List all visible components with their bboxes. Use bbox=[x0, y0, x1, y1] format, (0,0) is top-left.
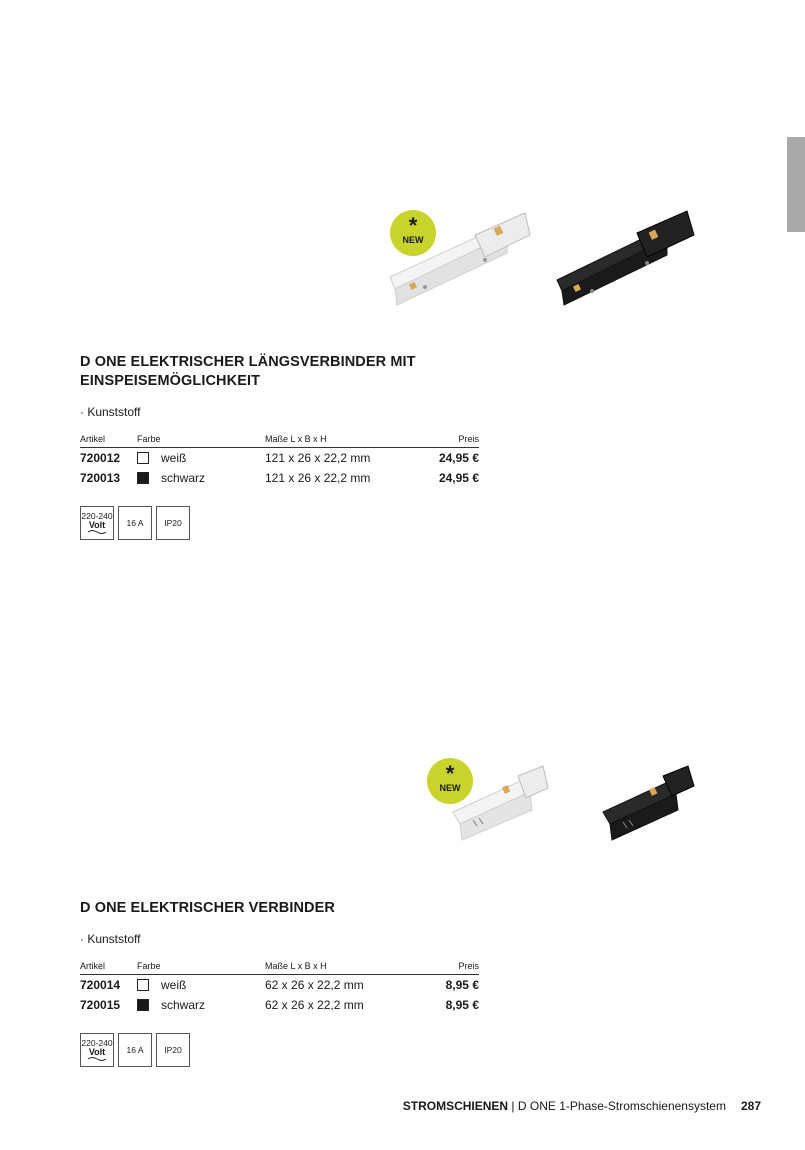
header-dimensions: Maße L x B x H bbox=[265, 961, 415, 975]
color-name: weiß bbox=[161, 451, 187, 465]
color-swatch-black bbox=[137, 999, 149, 1011]
product-feature: · Kunststoff bbox=[80, 932, 141, 946]
ac-wave-icon bbox=[87, 530, 107, 534]
footer-subtitle: D ONE 1-Phase-Stromschienensystem bbox=[517, 1099, 726, 1113]
product-title: D ONE ELEKTRISCHER VERBINDER bbox=[80, 900, 335, 916]
footer-category: STROMSCHIENEN bbox=[402, 1099, 509, 1113]
product-feature: · Kunststoff bbox=[80, 405, 141, 419]
dimensions: 62 x 26 x 22,2 mm bbox=[265, 978, 364, 992]
product-photo-black-long bbox=[552, 205, 702, 315]
color-name: weiß bbox=[161, 978, 187, 992]
product-photo-black-short bbox=[598, 762, 698, 849]
page-number: 287 bbox=[740, 1099, 761, 1113]
header-article: Artikel bbox=[80, 961, 137, 975]
price: 8,95 € bbox=[445, 998, 479, 1012]
price: 24,95 € bbox=[438, 471, 479, 485]
voltage-badge: 220-240 Volt bbox=[80, 1033, 114, 1067]
color-swatch-black bbox=[137, 472, 149, 484]
color-name: schwarz bbox=[161, 998, 206, 1012]
footer-separator: | bbox=[508, 1099, 518, 1113]
product-title: D ONE ELEKTRISCHER LÄNGSVERBINDER MIT EINSPEISEMÖGLICHKEIT bbox=[80, 354, 416, 389]
table-row bbox=[80, 995, 479, 1015]
color-swatch-white bbox=[137, 452, 149, 464]
dimensions: 121 x 26 x 22,2 mm bbox=[265, 451, 371, 465]
header-dimensions: Maße L x B x H bbox=[265, 434, 415, 448]
dimensions: 121 x 26 x 22,2 mm bbox=[265, 471, 371, 485]
product-table bbox=[80, 961, 479, 1015]
header-price: Preis bbox=[415, 434, 479, 448]
product-table bbox=[80, 434, 479, 488]
chapter-tab bbox=[787, 137, 805, 232]
product-block-1 bbox=[80, 353, 480, 540]
page-footer bbox=[403, 1099, 761, 1113]
header-price: Preis bbox=[415, 961, 479, 975]
ip-rating-badge: IP20 bbox=[156, 506, 190, 540]
color-name: schwarz bbox=[161, 471, 206, 485]
spec-badges bbox=[80, 1033, 480, 1067]
color-swatch-white bbox=[137, 979, 149, 991]
article-number: 720015 bbox=[80, 998, 121, 1012]
price: 24,95 € bbox=[438, 451, 479, 465]
header-article: Artikel bbox=[80, 434, 137, 448]
article-number: 720013 bbox=[80, 471, 121, 485]
spec-badges bbox=[80, 506, 480, 540]
product-block-2 bbox=[80, 899, 480, 1067]
table-row bbox=[80, 448, 479, 469]
dimensions: 62 x 26 x 22,2 mm bbox=[265, 998, 364, 1012]
current-badge: 16 A bbox=[118, 506, 152, 540]
new-badge: * NEW bbox=[427, 758, 473, 804]
ip-rating-badge: IP20 bbox=[156, 1033, 190, 1067]
header-color: Farbe bbox=[137, 961, 265, 975]
new-badge: * NEW bbox=[390, 210, 436, 256]
ac-wave-icon bbox=[87, 1057, 107, 1061]
price: 8,95 € bbox=[445, 978, 479, 992]
table-row bbox=[80, 975, 479, 996]
table-row bbox=[80, 468, 479, 488]
header-color: Farbe bbox=[137, 434, 265, 448]
voltage-badge: 220-240 Volt bbox=[80, 506, 114, 540]
article-number: 720012 bbox=[80, 451, 121, 465]
current-badge: 16 A bbox=[118, 1033, 152, 1067]
article-number: 720014 bbox=[80, 978, 121, 992]
